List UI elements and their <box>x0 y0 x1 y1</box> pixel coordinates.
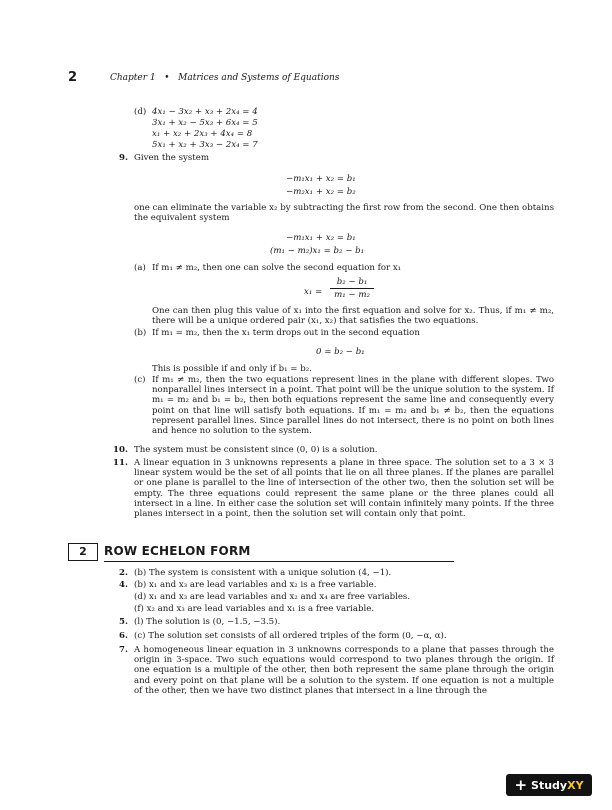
chapter-label: Chapter 1 <box>110 73 156 83</box>
q10-text: The system must be consistent since (0, 0) is a solution. <box>134 445 378 455</box>
q9a-text: If m₁ ≠ m₂, then one can solve the second equation for x₁ <box>152 263 402 273</box>
chapter-name: Matrices and Systems of Equations <box>178 73 340 83</box>
q11-number: 11. <box>113 458 128 468</box>
q10-number: 10. <box>113 445 128 455</box>
s2-q6-text: (c) The solution set consists of all ordered triples of the form (0, −α, α). <box>134 631 447 641</box>
fraction-bar <box>330 288 374 289</box>
s2-q7-text: A homogeneous linear equation in 3 unknowns corresponds to a plane that passes through the origin in 3-space. Two such equations would correspond to two planes through the origin. If one equation is a multiple of the other, then both represent the same plane through the origin and every point on that plane will be a solution to the system. If one equation is not a multiple of the other, then we have two distinct planes that intersect in a line through the <box>134 645 554 696</box>
part-d-label: (d) <box>134 107 147 117</box>
q9-system2-eq2: (m₁ − m₂)x₁ = b₂ − b₁ <box>270 246 365 256</box>
q9b-text: If m₁ = m₂, then the x₁ term drops out in the second equation <box>152 328 420 338</box>
q9-elimination-text: one can eliminate the variable x₂ by subtracting the first row from the second. One then obtains the equivalent system <box>134 203 554 224</box>
s2-q5-number: 5. <box>119 617 128 627</box>
s2-q6-number: 6. <box>119 631 128 641</box>
section-title: ROW ECHELON FORM <box>104 544 251 558</box>
q11-text: A linear equation in 3 unknowns represents a plane in three space. The solution set to a 3 × 3 linear system would be the set of all points that lie on all three planes. If the planes are parallel or one plane is parallel to the line of intersection of the other two, then the solution set will be empty. The three equations could represent the same plane or the three planes could all intersect in a line. In either case the solution set will contain infinitely many points. If the three planes intersect in a point, then the solution set will contain only that point. <box>134 458 554 520</box>
part-d-eq-4: 5x₁ + x₂ + 3x₃ − 2x₄ = 7 <box>152 140 258 150</box>
q9b-condition: This is possible if and only if b₁ = b₂. <box>152 364 312 374</box>
brand-name-b: XY <box>567 778 584 792</box>
q9-system1-eq1: −m₁x₁ + x₂ = b₁ <box>286 174 356 184</box>
s2-q4-number: 4. <box>119 580 128 590</box>
chapter-title <box>110 73 339 83</box>
s2-q2-number: 2. <box>119 568 128 578</box>
running-header <box>68 72 572 86</box>
q9c-label: (c) <box>134 375 146 385</box>
studyxy-logo <box>506 774 592 796</box>
header-bullet: • <box>164 73 170 83</box>
page-number: 2 <box>68 70 78 85</box>
q9b-label: (b) <box>134 328 147 338</box>
plus-icon: + <box>514 776 528 794</box>
s2-q4-line-f: (f) x₂ and x₃ are lead variables and x₁ is a free variable. <box>134 604 375 614</box>
s2-q5-text: (l) The solution is (0, −1.5, −3.5). <box>134 617 281 627</box>
q9-intro: Given the system <box>134 153 209 163</box>
q9a-denominator: m₁ − m₂ <box>334 290 370 301</box>
s2-q7-number: 7. <box>119 645 128 655</box>
q9-number: 9. <box>119 153 128 163</box>
q9c-text: If m₁ ≠ m₂, then the two equations represent lines in the plane with different slopes. Two nonparallel lines intersect in a point. That point will be the unique solution to the system. If m₁ = m₂ and b₁ = b₂, then both equations represent the same line and consequently every point on that line will satisfy both equations. If m₁ = m₂ and b₁ ≠ b₂, then the equations represent parallel lines. Since parallel lines do not intersect, there is no point on both lines and hence no solution to the system. <box>152 375 554 437</box>
q9a-continuation: One can then plug this value of x₁ into the first equation and solve for x₂. Thus, if m₁ ≠ m₂, there will be a unique ordered pair (x₁, x₂) that satisfies the two equations. <box>152 306 554 327</box>
q9-system2-eq1: −m₁x₁ + x₂ = b₁ <box>286 233 356 243</box>
s2-q4-line-b: (b) x₁ and x₃ are lead variables and x₂ is a free variable. <box>134 580 377 590</box>
q9-system1-eq2: −m₂x₁ + x₂ = b₂ <box>286 187 356 197</box>
q9b-equation: 0 = b₂ − b₁ <box>316 347 365 357</box>
section-number: 2 <box>68 543 98 561</box>
q9a-label: (a) <box>134 263 146 273</box>
brand-name-a: Study <box>531 778 568 792</box>
q9a-fraction <box>330 277 374 300</box>
section-rule <box>104 561 454 562</box>
s2-q2-text: (b) The system is consistent with a unique solution (4, −1). <box>134 568 392 578</box>
part-d-eq-3: x₁ + x₂ + 2x₃ + 4x₄ = 8 <box>152 129 253 139</box>
part-d-eq-1: 4x₁ − 3x₂ + x₃ + 2x₄ = 4 <box>152 107 258 117</box>
brand-name <box>531 779 584 792</box>
part-d-eq-2: 3x₁ + x₂ − 5x₃ + 6x₄ = 5 <box>152 118 258 128</box>
q9a-lhs: x₁ = <box>304 287 323 297</box>
s2-q4-line-d: (d) x₁ and x₃ are lead variables and x₂ and x₄ are free variables. <box>134 592 411 602</box>
q9a-numerator: b₂ − b₁ <box>336 277 368 287</box>
